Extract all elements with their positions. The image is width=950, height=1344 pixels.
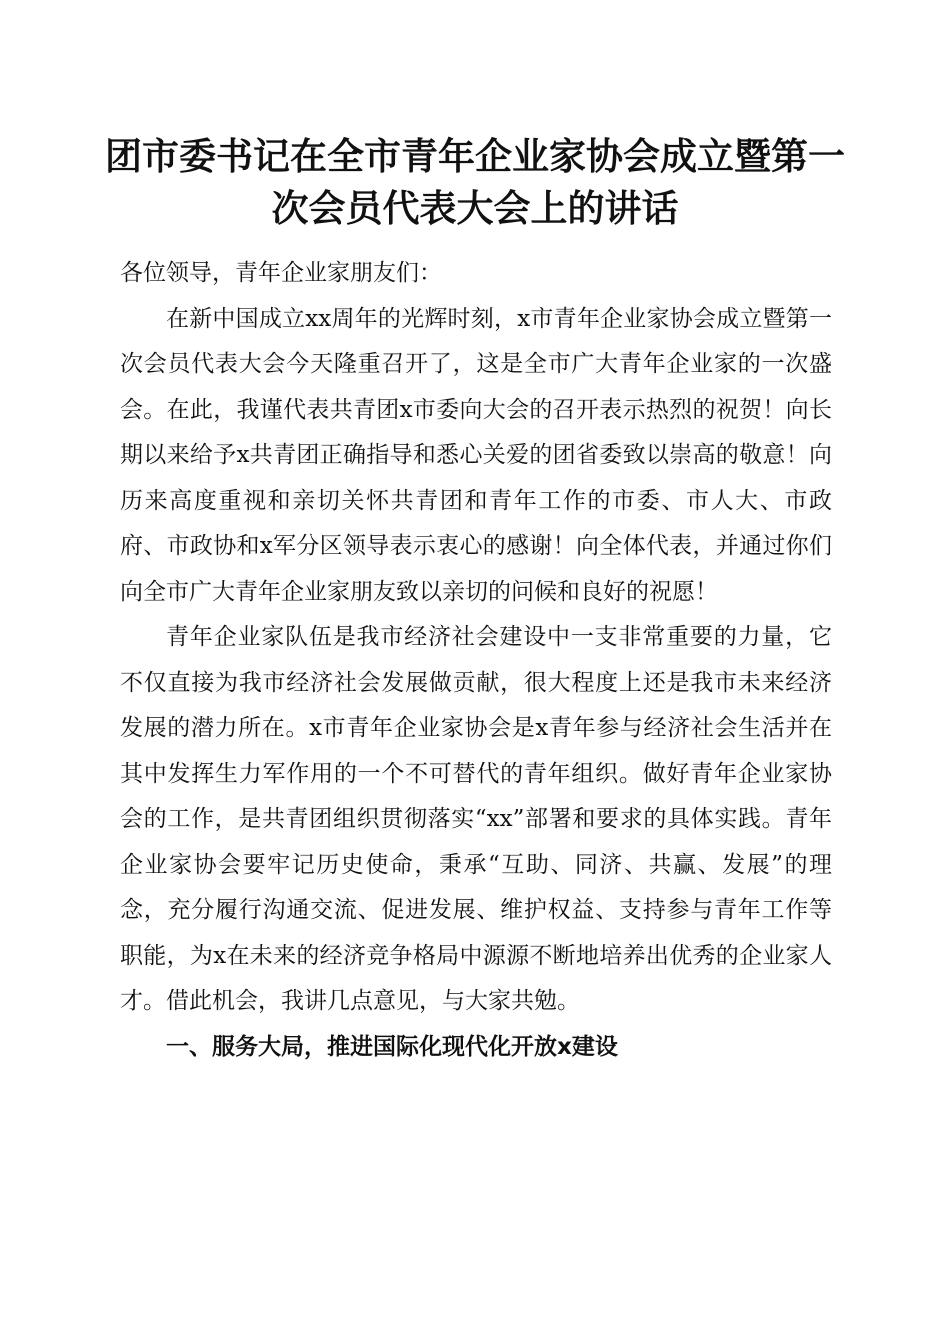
title-line-1: 团市委书记在全市青年企业家协会成立暨第一 (105, 134, 845, 178)
document-body (120, 251, 832, 1070)
paragraph-1: 在新中国成立xx周年的光辉时刻，x市青年企业家协会成立暨第一次会员代表大会今天隆重召开了，这是全市广大青年企业家的一次盛会。在此，我谨代表共青团x市委向大会的召开表示热烈的祝贺！向长期以来给予x共青团正确指导和悉心关爱的团省委致以崇高的敬意！向历来高度重视和亲切关怀共青团和青年工作的市委、市人大、市政府、市政协和x军分区领导表示衷心的感谢！向全体代表，并通过你们向全市广大青年企业家朋友致以亲切的问候和良好的祝愿！ (120, 305, 832, 605)
section-heading: 一、服务大局，推进国际化现代化开放x建设 (166, 1033, 618, 1060)
paragraph-2: 青年企业家队伍是我市经济社会建设中一支非常重要的力量，它不仅直接为我市经济社会发展做贡献，很大程度上还是我市未来经济发展的潜力所在。x市青年企业家协会是x青年参与经济社会生活并在其中发挥生力军作用的一个不可替代的青年组织。做好青年企业家协会的工作，是共青团组织贯彻落实“xx”部署和要求的具体实践。青年企业家协会要牢记历史使命，秉承“互助、同济、共赢、发展”的理念，充分履行沟通交流、促进发展、维护权益、支持参与青年工作等职能，为x在未来的经济竞争格局中源源不断地培养出优秀的企业家人才。借此机会，我讲几点意见，与大家共勉。 (120, 624, 832, 1014)
greeting: 各位领导，青年企业家朋友们： (120, 260, 442, 286)
title-line-2: 次会员代表大会上的讲话 (271, 186, 679, 230)
document-title (100, 130, 850, 234)
